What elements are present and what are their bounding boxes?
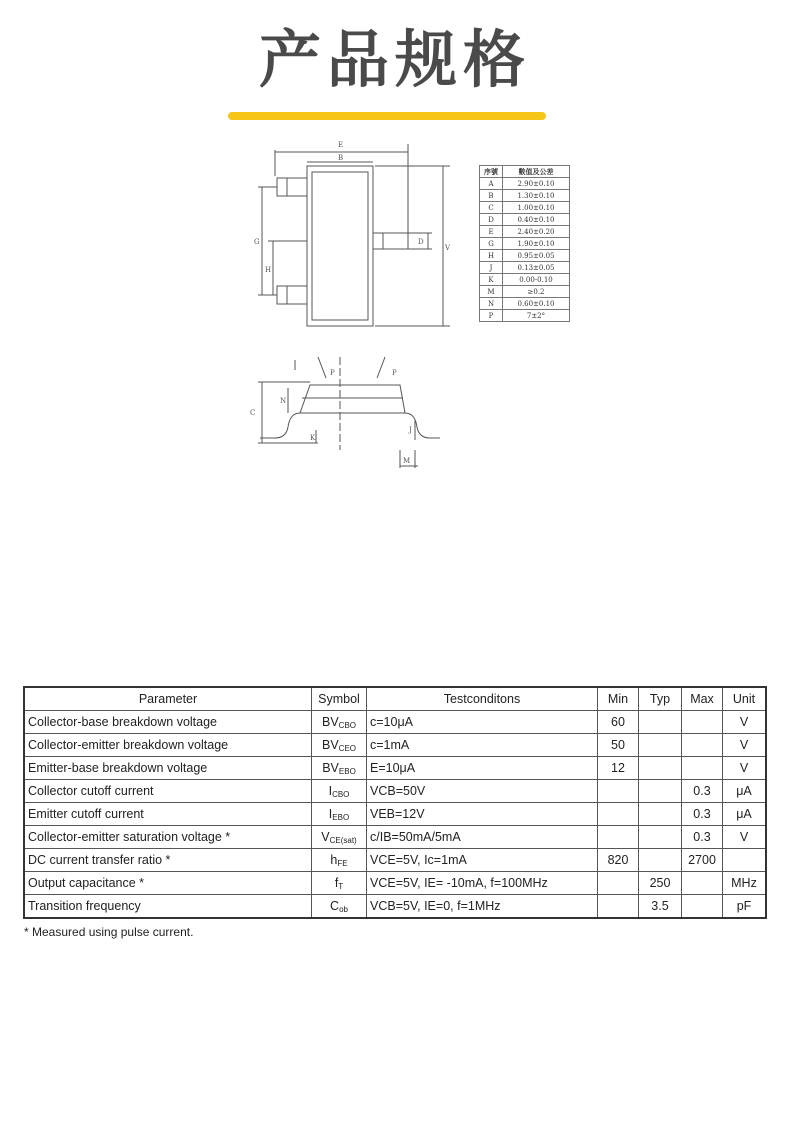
unit-cell: MHz — [723, 872, 767, 895]
min-cell: 60 — [598, 711, 639, 734]
typ-cell — [639, 780, 682, 803]
dim-key: H — [480, 250, 503, 262]
condition-cell: VEB=12V — [367, 803, 598, 826]
label-e: E — [338, 141, 344, 149]
dim-value: 0.00-0.10 — [503, 274, 570, 286]
param-cell: Emitter-base breakdown voltage — [24, 757, 312, 780]
min-cell — [598, 872, 639, 895]
spec-row — [24, 872, 766, 895]
dim-header-index: 序號 — [480, 166, 503, 178]
label-n: N — [280, 397, 287, 405]
min-cell: 820 — [598, 849, 639, 872]
max-cell: 0.3 — [682, 780, 723, 803]
dim-header-value: 數值及公差 — [503, 166, 570, 178]
dim-key: C — [480, 202, 503, 214]
param-cell: Collector-base breakdown voltage — [24, 711, 312, 734]
spec-row — [24, 895, 766, 919]
dimension-row — [480, 190, 570, 202]
dim-key: B — [480, 190, 503, 202]
dimension-row — [480, 226, 570, 238]
label-m: M — [403, 457, 411, 465]
dimension-row — [480, 178, 570, 190]
dimension-row — [480, 202, 570, 214]
param-cell: Transition frequency — [24, 895, 312, 919]
label-d: D — [418, 238, 424, 246]
unit-cell: V — [723, 757, 767, 780]
dim-key: D — [480, 214, 503, 226]
min-cell — [598, 826, 639, 849]
symbol-cell: $BV_{EBO}$ — [312, 757, 367, 780]
header-typ: Typ — [639, 687, 682, 711]
spec-header-row — [24, 687, 766, 711]
dimension-row — [480, 286, 570, 298]
electrical-spec-table — [23, 686, 767, 919]
typ-cell — [639, 803, 682, 826]
max-cell — [682, 711, 723, 734]
dim-value: 1.30±0.10 — [503, 190, 570, 202]
dim-value: 1.90±0.10 — [503, 238, 570, 250]
unit-cell: V — [723, 826, 767, 849]
typ-cell: 3.5 — [639, 895, 682, 919]
param-cell: Emitter cutoff current — [24, 803, 312, 826]
condition-cell: VCB=50V — [367, 780, 598, 803]
dimension-row — [480, 250, 570, 262]
label-g: G — [254, 238, 260, 246]
header-unit: Unit — [723, 687, 767, 711]
typ-cell: 250 — [639, 872, 682, 895]
min-cell — [598, 895, 639, 919]
dimension-row — [480, 274, 570, 286]
label-p-right: P — [392, 369, 397, 377]
spec-row — [24, 826, 766, 849]
condition-cell: c/IB=50mA/5mA — [367, 826, 598, 849]
label-v: V — [445, 244, 451, 252]
dimension-table-header — [480, 166, 570, 178]
body-outline — [307, 166, 373, 326]
param-cell: Output capacitance * — [24, 872, 312, 895]
max-cell — [682, 734, 723, 757]
dim-value: 0.13±0.05 — [503, 262, 570, 274]
dimension-row — [480, 262, 570, 274]
title-underline — [228, 112, 546, 120]
symbol-cell: $f_T$ — [312, 872, 367, 895]
param-cell: Collector-emitter saturation voltage * — [24, 826, 312, 849]
max-cell — [682, 895, 723, 919]
min-cell: 50 — [598, 734, 639, 757]
label-b: B — [338, 154, 344, 162]
page-title: 产品规格 — [258, 23, 531, 96]
condition-cell: c=10μA — [367, 711, 598, 734]
spec-row — [24, 849, 766, 872]
typ-cell — [639, 734, 682, 757]
dim-key: J — [480, 262, 503, 274]
dim-value: 0.60±0.10 — [503, 298, 570, 310]
symbol-cell: $I_{CBO}$ — [312, 780, 367, 803]
header-testconditions: Testconditons — [367, 687, 598, 711]
dim-key: K — [480, 274, 503, 286]
dim-key: M — [480, 286, 503, 298]
dim-value: 1.00±0.10 — [503, 202, 570, 214]
unit-cell: pF — [723, 895, 767, 919]
header-parameter: Parameter — [24, 687, 312, 711]
max-cell — [682, 757, 723, 780]
dimension-row — [480, 214, 570, 226]
dimension-row — [480, 238, 570, 250]
dim-key: G — [480, 238, 503, 250]
dimension-row — [480, 298, 570, 310]
dim-key: P — [480, 310, 503, 322]
footnote: * Measured using pulse current. — [24, 925, 194, 939]
symbol-cell: $BV_{CEO}$ — [312, 734, 367, 757]
param-cell: Collector-emitter breakdown voltage — [24, 734, 312, 757]
dim-key: E — [480, 226, 503, 238]
typ-cell — [639, 757, 682, 780]
spec-row — [24, 780, 766, 803]
symbol-cell: $V_{CE(sat)}$ — [312, 826, 367, 849]
unit-cell: V — [723, 711, 767, 734]
condition-cell: VCB=5V, IE=0, f=1MHz — [367, 895, 598, 919]
condition-cell: E=10μA — [367, 757, 598, 780]
dim-value: 7±2° — [503, 310, 570, 322]
symbol-cell: $BV_{CBO}$ — [312, 711, 367, 734]
symbol-cell: $I_{EBO}$ — [312, 803, 367, 826]
min-cell — [598, 780, 639, 803]
param-cell: Collector cutoff current — [24, 780, 312, 803]
unit-cell: μA — [723, 780, 767, 803]
unit-cell: μA — [723, 803, 767, 826]
spec-row — [24, 757, 766, 780]
dim-key: N — [480, 298, 503, 310]
unit-cell — [723, 849, 767, 872]
symbol-cell: $h_{FE}$ — [312, 849, 367, 872]
header-symbol: Symbol — [312, 687, 367, 711]
dim-value: 2.90±0.10 — [503, 178, 570, 190]
symbol-cell: $C_{ob}$ — [312, 895, 367, 919]
dim-key: A — [480, 178, 503, 190]
dim-value: ≥0.2 — [503, 286, 570, 298]
param-cell: DC current transfer ratio * — [24, 849, 312, 872]
typ-cell — [639, 849, 682, 872]
dimension-table — [479, 165, 570, 322]
dim-value: 2.40±0.20 — [503, 226, 570, 238]
package-drawing — [240, 130, 480, 480]
unit-cell: V — [723, 734, 767, 757]
label-c: C — [250, 409, 256, 417]
spec-row — [24, 803, 766, 826]
typ-cell — [639, 826, 682, 849]
min-cell: 12 — [598, 757, 639, 780]
typ-cell — [639, 711, 682, 734]
max-cell: 0.3 — [682, 826, 723, 849]
max-cell — [682, 872, 723, 895]
label-k: K — [310, 434, 316, 442]
label-j: J — [409, 426, 412, 434]
header-min: Min — [598, 687, 639, 711]
condition-cell: VCE=5V, Ic=1mA — [367, 849, 598, 872]
label-h: H — [265, 266, 272, 274]
max-cell: 2700 — [682, 849, 723, 872]
dim-value: 0.40±0.10 — [503, 214, 570, 226]
dimension-row — [480, 310, 570, 322]
min-cell — [598, 803, 639, 826]
max-cell: 0.3 — [682, 803, 723, 826]
condition-cell: c=1mA — [367, 734, 598, 757]
condition-cell: VCE=5V, IE= -10mA, f=100MHz — [367, 872, 598, 895]
header-max: Max — [682, 687, 723, 711]
spec-row — [24, 711, 766, 734]
spec-row — [24, 734, 766, 757]
label-p-left: P — [330, 369, 335, 377]
dim-value: 0.95±0.05 — [503, 250, 570, 262]
